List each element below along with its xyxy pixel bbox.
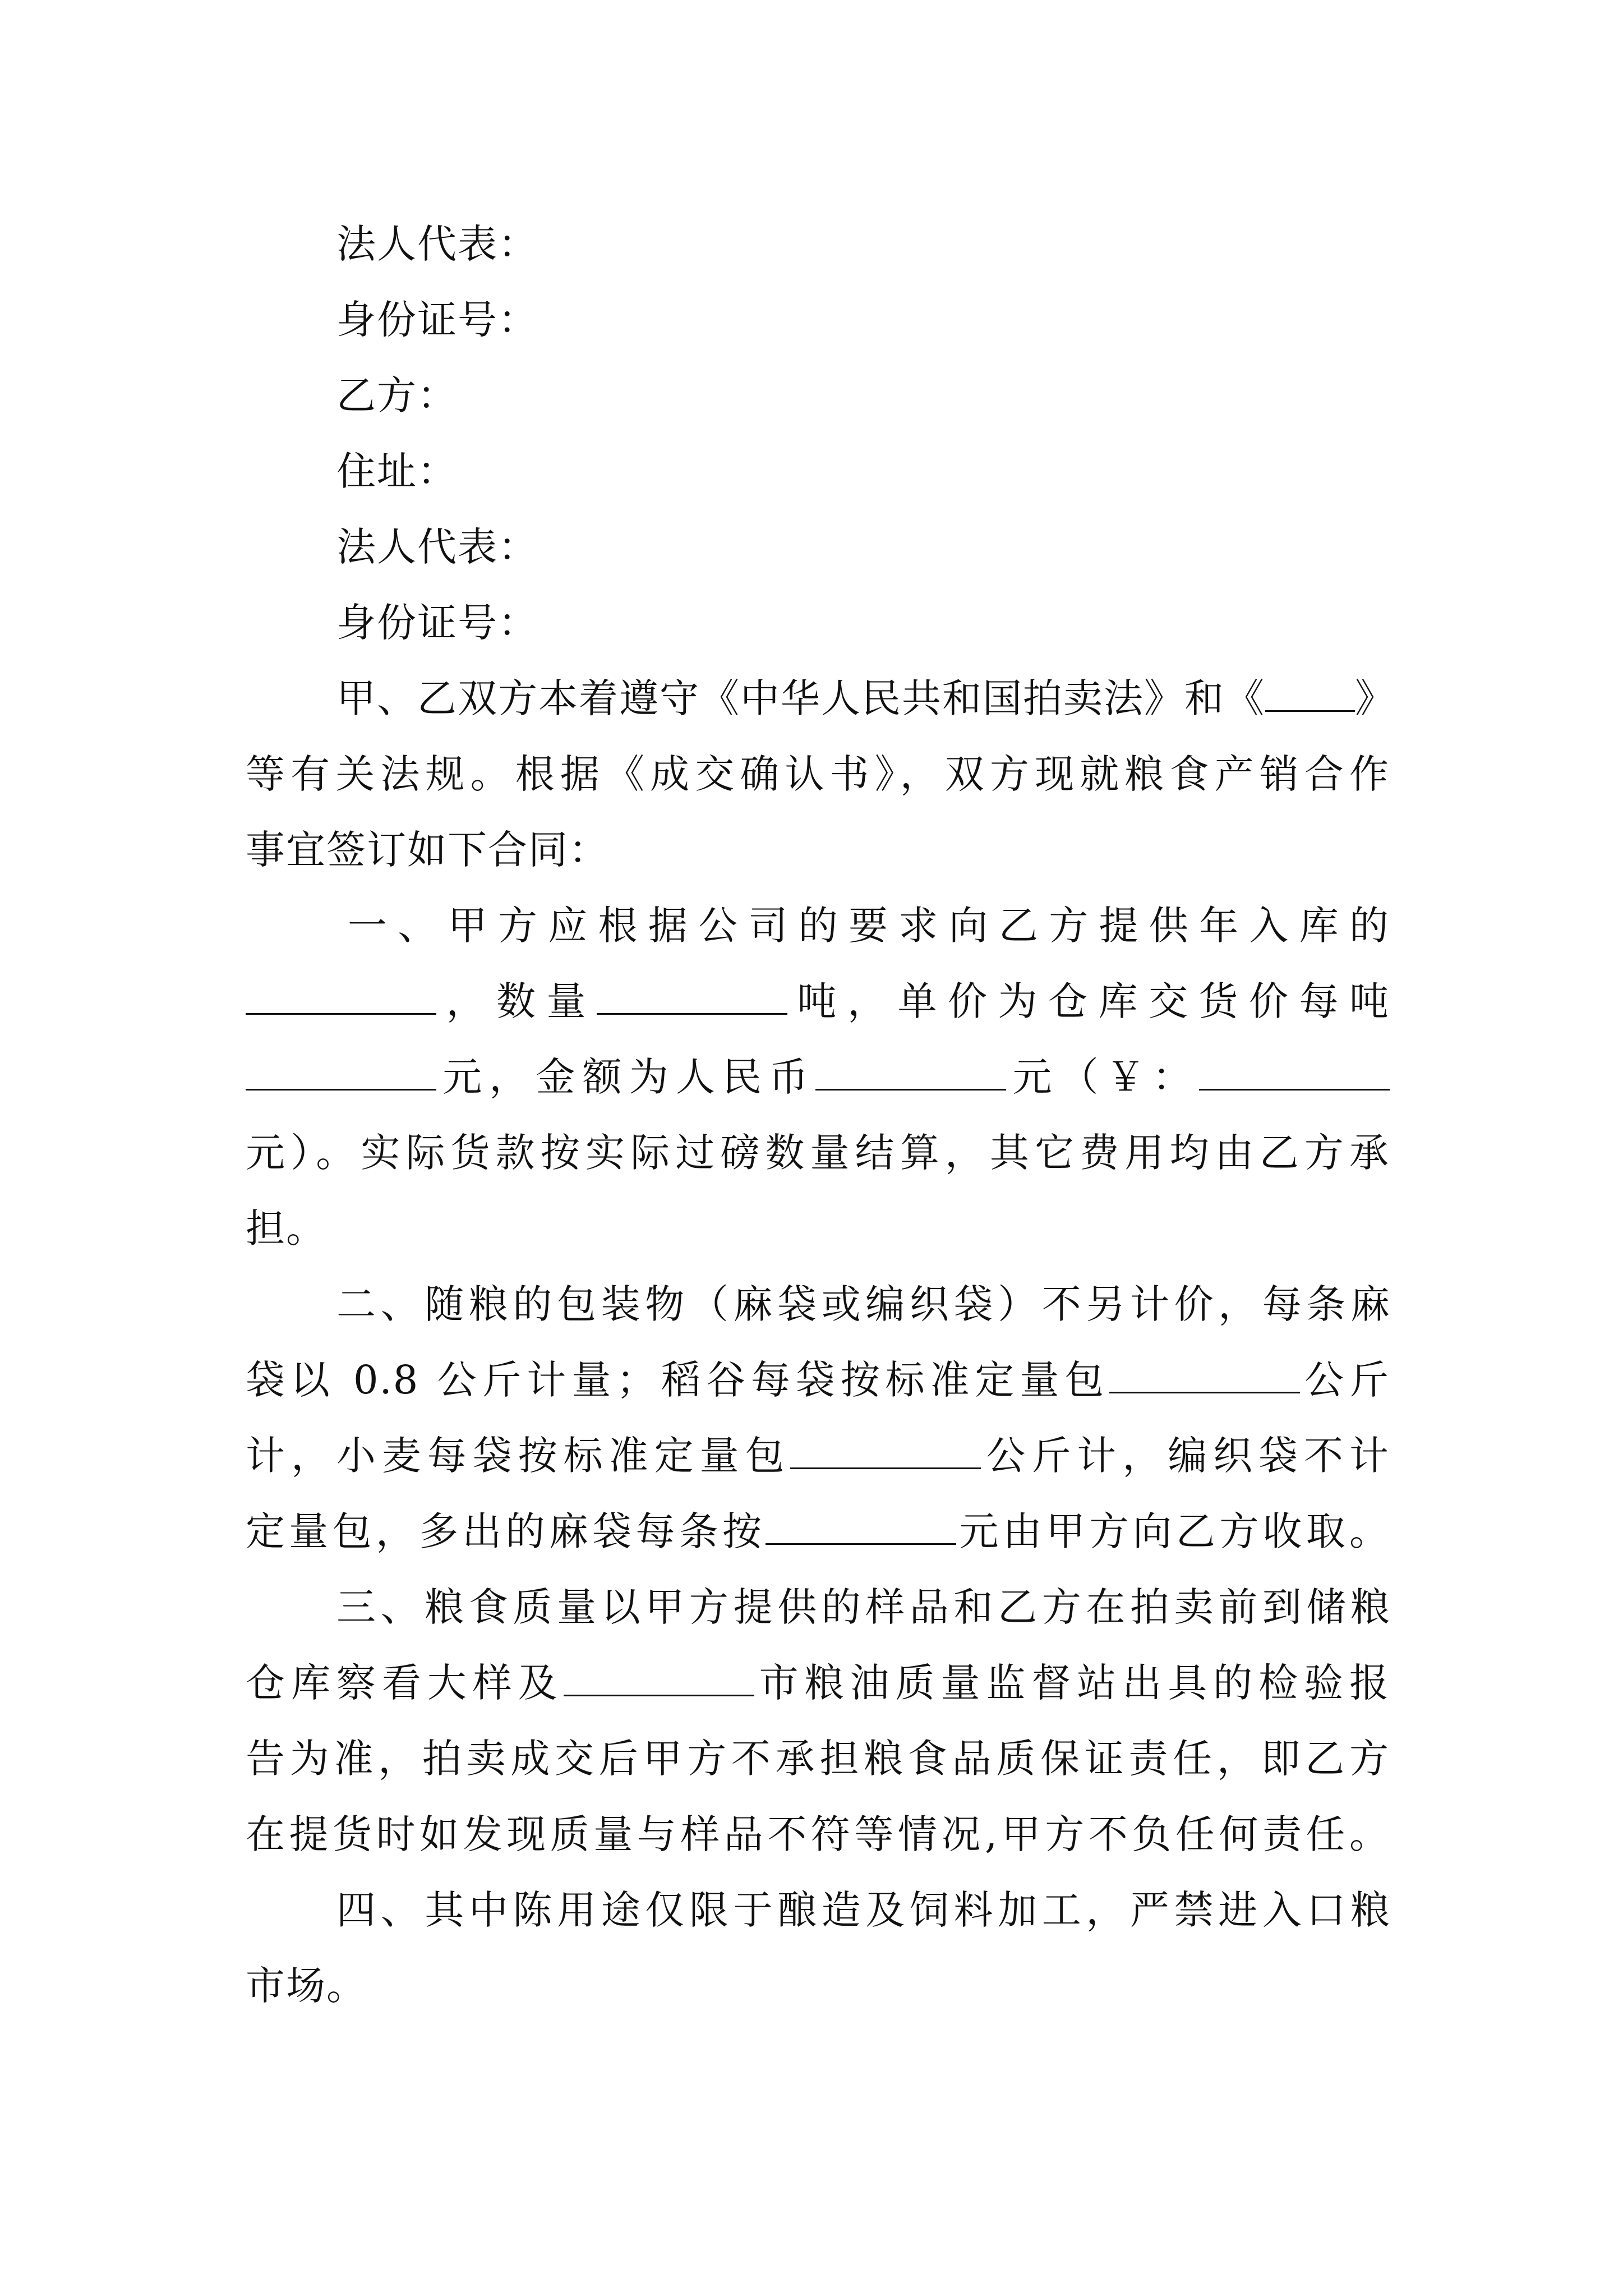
party-b-label: 乙方：: [336, 372, 458, 418]
clause-3-line-1: 三、粮食质量以甲方提供的样品和乙方在拍卖前到储粮: [336, 1584, 1391, 1630]
sack-price-blank: [766, 1506, 956, 1545]
clause-2-line-1: 二、随粮的包装物（麻袋或编织袋）不另计价，每条麻: [336, 1281, 1391, 1327]
intro-line-1: 甲、乙双方本着遵守《中华人民共和国拍卖法》和《 》: [336, 670, 1391, 726]
city-blank: [564, 1658, 754, 1696]
grain-type-blank: [246, 976, 436, 1015]
law-name-blank: [1265, 673, 1355, 712]
quantity-blank: [597, 976, 787, 1015]
party-b-address-label: 住址：: [336, 448, 458, 494]
party-b-id-label: 身份证号：: [336, 600, 538, 646]
clause-1-line-2: ，数量 吨，单价为仓库交货价每吨: [246, 973, 1390, 1029]
clause-1-line-3: 元，金额为人民币 元（￥：: [246, 1049, 1390, 1105]
clause-2-line-3: 计，小麦每袋按标准定量包 公斤计，编织袋不计: [246, 1428, 1390, 1484]
wheat-weight-blank: [790, 1430, 981, 1469]
clause-3-line-2: 仓库察看大样及 市粮油质量监督站出具的检验报: [246, 1655, 1390, 1711]
clause-4-line-2: 市场。: [246, 1963, 367, 2009]
amount-figure-blank: [1199, 1052, 1390, 1091]
rice-weight-blank: [1109, 1355, 1300, 1393]
intro-line-2: 等有关法规。根据《成交确认书》，双方现就粮食产销合作: [246, 751, 1390, 797]
clause-3-line-3: 告为准，拍卖成交后甲方不承担粮食品质保证责任，即乙方: [246, 1736, 1390, 1782]
party-a-id-label: 身份证号：: [336, 297, 538, 343]
clause-1-line-5: 担。: [246, 1205, 326, 1251]
clause-3-line-4: 在提货时如发现质量与样品不符等情况,甲方不负任何责任。: [246, 1811, 1390, 1857]
party-b-legal-rep-label: 法人代表：: [336, 524, 538, 570]
amount-blank: [815, 1052, 1006, 1091]
clause-4-line-1: 四、其中陈用途仅限于酿造及饲料加工，严禁进入口粮: [336, 1887, 1391, 1933]
clause-2-line-2: 袋以 0.8 公斤计量；稻谷每袋按标准定量包 公斤: [246, 1352, 1390, 1408]
clause-1-line-4: 元）。实际货款按实际过磅数量结算，其它费用均由乙方承: [246, 1130, 1390, 1176]
party-a-legal-rep-label: 法人代表：: [336, 221, 538, 267]
intro-line-3: 事宜签订如下合同：: [246, 827, 609, 873]
unit-price-blank: [246, 1052, 436, 1091]
clause-2-line-4: 定量包，多出的麻袋每条按 元由甲方向乙方收取。: [246, 1503, 1390, 1559]
clause-1-line-1: 一、甲方应根据公司的要求向乙方提供年入库的: [348, 903, 1390, 949]
